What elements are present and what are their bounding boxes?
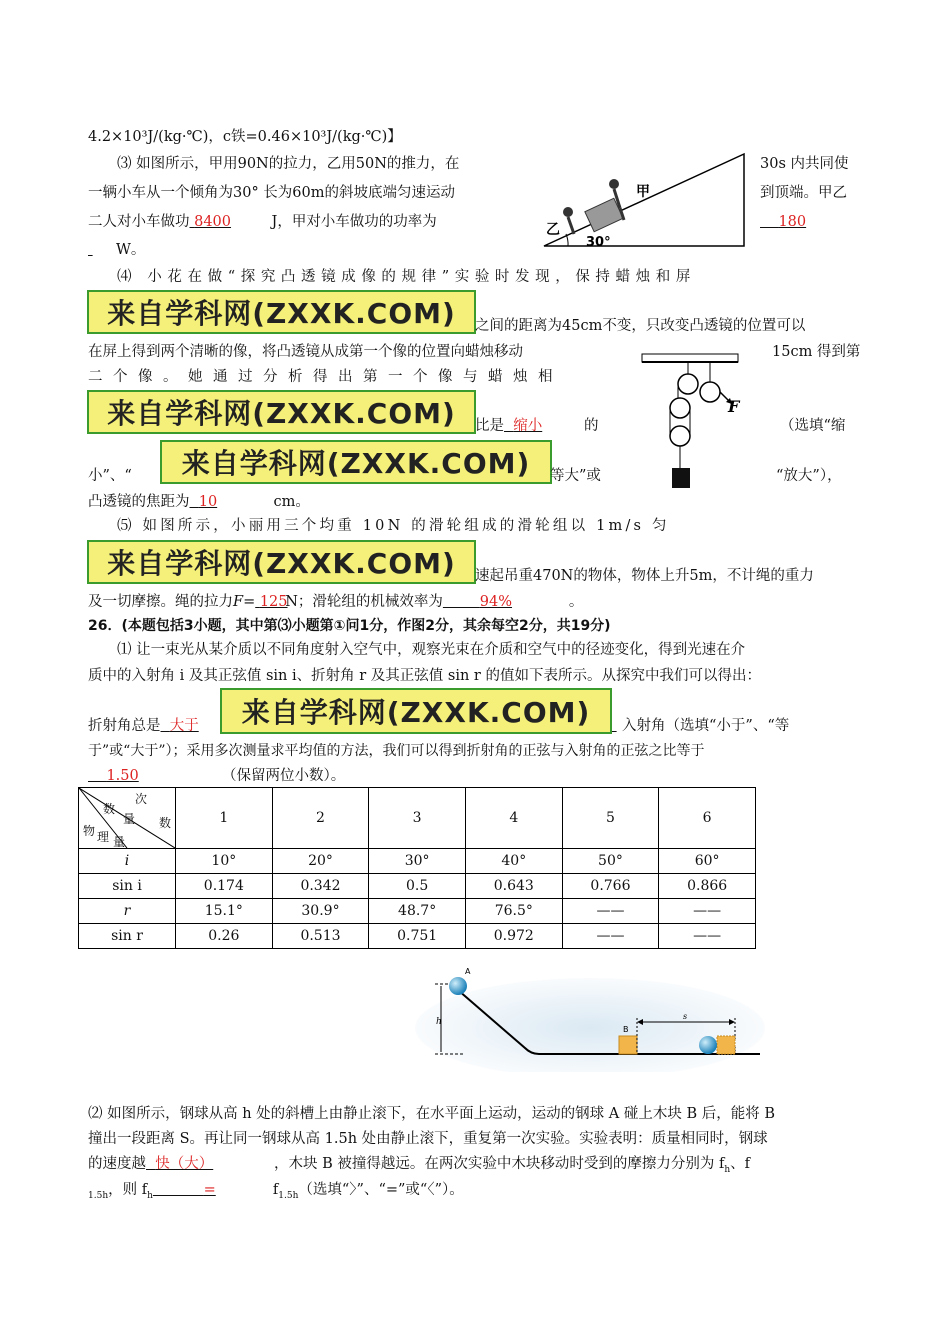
text-line: ⑷ 小花在做“探究凸透镜成像的规律”实验时发现，保持蜡烛和屏	[117, 269, 696, 285]
table-cell: 20°	[272, 849, 369, 874]
text-line: 到顶端。甲乙	[760, 185, 847, 201]
table-cell: 0.751	[369, 924, 466, 949]
table-row-label: i	[79, 849, 176, 874]
text-line: 等大”或	[550, 468, 601, 484]
answer-blank: 快（大）	[155, 1156, 214, 1172]
text-line: ⑸ 如图所示，小丽用三个均重 10N 的滑轮组成的滑轮组以 1m/s 匀	[117, 518, 670, 534]
answer-blank: 10	[198, 494, 218, 510]
answer-blank: 125	[259, 594, 288, 610]
table-cell: ——	[562, 924, 659, 949]
question-heading: 26．(本题包括3小题，其中第⑶小题第①问1分，作图2分，其余每空2分，共19分)	[88, 618, 611, 634]
table-cell: 15.1°	[176, 899, 273, 924]
text-line: （选填“缩	[780, 418, 846, 434]
table-col-header: 5	[562, 788, 659, 849]
text-line: $_{1.5h}$，则 $f_h$ = $f_{1.5h}$（选填“〉”、“=”或“〈”）。	[88, 1182, 464, 1201]
table-cell: 0.866	[659, 874, 756, 899]
text-line: 之间的距离为45cm不变，只改变凸透镜的位置可以	[475, 318, 806, 334]
table-row-label: sin i	[79, 874, 176, 899]
table-cell: ——	[659, 924, 756, 949]
text-line: 及一切摩擦。绳的拉力F= 125N；滑轮组的机械效率为 94% 。	[88, 594, 584, 610]
answer-blank: 缩小	[513, 418, 543, 434]
text-line: 一辆小车从一个倾角为30° 长为60m的斜坡底端匀速运动	[88, 185, 456, 201]
label-B: B	[623, 1025, 629, 1034]
table-cell: 30°	[369, 849, 466, 874]
table-cell: 0.26	[176, 924, 273, 949]
table-cell: 48.7°	[369, 899, 466, 924]
table-row-label: r	[79, 899, 176, 924]
table-cell: 0.174	[176, 874, 273, 899]
table-cell: 40°	[465, 849, 562, 874]
table-cell: 0.5	[369, 874, 466, 899]
text-line: 4.2×10³J/(kg·℃)，c铁=0.46×10³J/(kg·℃)】	[88, 129, 402, 145]
text-line: 30s 内共同使	[760, 156, 849, 172]
text-line: 在屏上得到两个清晰的像，将凸透镜从成第一个像的位置向蜡烛移动	[88, 344, 523, 360]
text-line: ⑴ 让一束光从某介质以不同角度射入空气中，观察光束在介质和空气中的径迹变化，得到光速在介	[117, 642, 746, 658]
text-line: 于”或“大于”）；采用多次测量求平均值的方法，我们可以得到折射角的正弦与入射角的正弦之比等于	[88, 743, 705, 759]
text-line: 1.50 （保留两位小数）。	[106, 768, 346, 784]
answer-blank: 94%	[479, 594, 513, 610]
watermark-banner: 来自学科网(ZXXK.COM)	[87, 540, 476, 584]
answer-blank: 1.50	[106, 768, 139, 784]
table-cell: ——	[562, 899, 659, 924]
watermark-banner: 来自学科网(ZXXK.COM)	[87, 290, 476, 334]
table-cell: 50°	[562, 849, 659, 874]
label-F: F	[728, 397, 740, 416]
label-s: s	[683, 1012, 688, 1021]
text-line: W。	[116, 242, 146, 258]
table-col-header: 6	[659, 788, 756, 849]
label-angle: 30°	[586, 235, 611, 250]
label-yi: 乙	[546, 222, 560, 238]
refraction-table	[78, 787, 756, 949]
answer-blank: 180	[778, 214, 807, 230]
table-row	[79, 924, 756, 949]
table-col-header: 4	[465, 788, 562, 849]
text-line: 小”、“	[88, 468, 132, 484]
text-line: ⑵ 如图所示，钢球从高 h 处的斜槽上由静止滚下，在水平面上运动，运动的钢球 A 碰上木块 B 后，能将 B	[88, 1106, 775, 1122]
text-line: 凸透镜的焦距为 10 cm。	[88, 494, 310, 510]
label-jia: 甲	[636, 184, 650, 200]
watermark-banner: 来自学科网(ZXXK.COM)	[220, 688, 612, 734]
table-row	[79, 849, 756, 874]
text-line: 撞出一段距离 S。再让同一钢球从高 1.5h 处由静止滚下，重复第一次实验。实验表明：质量相同时，钢球	[88, 1131, 768, 1147]
answer-blank: 大于	[169, 718, 199, 734]
table-row	[79, 874, 756, 899]
table-col-header: 1	[176, 788, 273, 849]
table-corner-cell: 次 数 量 数 物 理 量	[79, 788, 176, 849]
table-cell: 0.972	[465, 924, 562, 949]
text-line: 折射角总是 大于	[88, 718, 199, 734]
text-line: 15cm 得到第	[772, 344, 861, 360]
watermark-banner: 来自学科网(ZXXK.COM)	[87, 390, 476, 434]
table-row	[79, 899, 756, 924]
table-cell: 60°	[659, 849, 756, 874]
text-line: 入射角（选填“小于”、“等	[622, 718, 790, 734]
table-cell: 0.342	[272, 874, 369, 899]
answer-blank: 8400	[194, 214, 232, 230]
label-h: h	[436, 1017, 442, 1027]
answer-blank: =	[203, 1182, 216, 1198]
pulley-figure	[636, 352, 746, 492]
text-line: “放大”），	[776, 468, 842, 484]
text-line: 二人对小车做功 8400 J，甲对小车做功的功率为	[88, 214, 437, 230]
text-line: 速起吊重470N的物体，物体上升5m，不计绳的重力	[475, 568, 814, 584]
watermark-banner: 来自学科网(ZXXK.COM)	[160, 440, 552, 484]
text-line: ⑶ 如图所示，甲用90N的拉力，乙用50N的推力，在	[117, 156, 460, 172]
label-A: A	[465, 968, 471, 976]
table-cell: ——	[659, 899, 756, 924]
table-cell: 30.9°	[272, 899, 369, 924]
table-cell: 0.513	[272, 924, 369, 949]
incline-cart-figure	[540, 150, 750, 250]
text-line: 比是 缩小 的	[475, 418, 599, 434]
text-line: 二个像。她通过分析得出第一个像与蜡烛相	[88, 369, 563, 385]
text-line: 质中的入射角 i 及其正弦值 sin i、折射角 r 及其正弦值 sin r 的值如下表所示。从探究中我们可以得出：	[88, 668, 761, 684]
table-col-header: 2	[272, 788, 369, 849]
text-line: 的速度越 快（大） ，木块 B 被撞得越远。在两次实验中木块移动时受到的摩擦力分别为 $f_h$、f	[88, 1156, 751, 1175]
table-cell: 0.643	[465, 874, 562, 899]
table-cell: 76.5°	[465, 899, 562, 924]
table-cell: 10°	[176, 849, 273, 874]
table-header-row	[79, 788, 756, 849]
ramp-ball-figure	[415, 968, 765, 1072]
table-row-label: sin r	[79, 924, 176, 949]
table-cell: 0.766	[562, 874, 659, 899]
table-col-header: 3	[369, 788, 466, 849]
